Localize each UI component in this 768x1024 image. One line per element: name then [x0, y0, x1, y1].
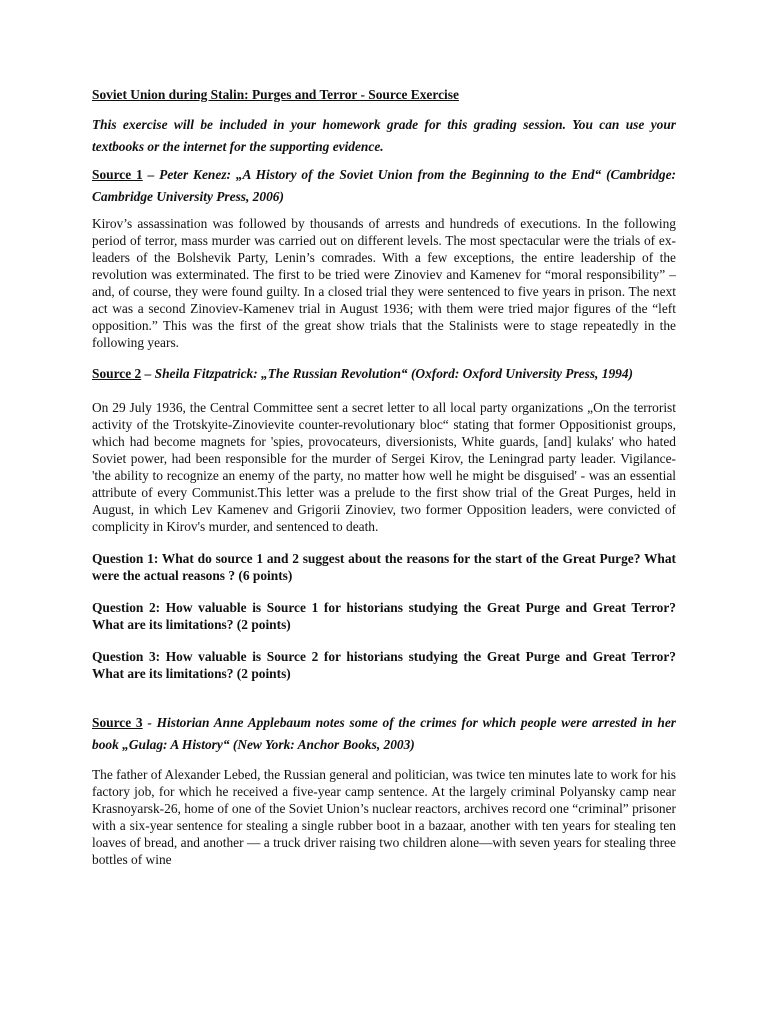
- source-3-heading: [92, 712, 676, 756]
- source-1-heading: [92, 164, 676, 208]
- source-2-citation: – Sheila Fitzpatrick: „The Russian Revolution“ (Oxford: Oxford University Press, 1994): [141, 366, 633, 381]
- source-2-heading: [92, 357, 676, 391]
- source-1-label: Source 1: [92, 167, 143, 182]
- source-3-citation: - Historian Anne Applebaum notes some of the crimes for which people were arrested in her book „Gulag: A History“ (New York: Anchor Books, 2003): [92, 715, 676, 752]
- question-3: Question 3: How valuable is Source 2 for historians studying the Great Purge and Great Terror? What are its limitations? (2 points): [92, 649, 676, 681]
- document-title: Soviet Union during Stalin: Purges and Terror - Source Exercise: [92, 87, 459, 102]
- question-2: Question 2: How valuable is Source 1 for historians studying the Great Purge and Great Terror? What are its limitations? (2 points): [92, 600, 676, 632]
- source-2-label: Source 2: [92, 366, 142, 381]
- source-3-text: The father of Alexander Lebed, the Russian general and politician, was twice ten minutes late to work for his factory job, for which he received a five-year camp sentence. At the largely criminal Polyansky camp near Krasnoyarsk-26, home of one of the Soviet Union’s nuclear reactors, archives record one “criminal” prisoner with a six-year sentence for stealing a single rubber boot in a bazaar, another with ten years for stealing ten loaves of bread, and another — a truck driver raising two children alone—with seven years for stealing three bottles of wine: [92, 767, 676, 867]
- question-1: Question 1: What do source 1 and 2 suggest about the reasons for the start of the Great Purge? What were the actual reasons ? (6 points): [92, 551, 676, 583]
- source-1-text: Kirov’s assassination was followed by thousands of arrests and hundreds of executions. In the following period of terror, mass murder was carried out on different levels. The most spectacular were the trials of ex-leaders of the Bolshevik Party, Lenin’s comrades. With a few exceptions, the entire leadership of the revolution was exterminated. The first to be tried were Zinoviev and Kamenev for “moral responsibility” – and, of course, they were found guilty. In a closed trial they were sentenced to five years in prison. The next act was a second Zinoviev-Kamenev trial in August 1936; with them were tried major figures of the “left opposition.” This was the first of the great show trials that the Stalinists were to stage repeatedly in the following years.: [92, 216, 676, 350]
- source-3-label: Source 3: [92, 715, 143, 730]
- exercise-instructions: This exercise will be included in your homework grade for this grading session. You can use your textbooks or the internet for the supporting evidence.: [92, 117, 676, 154]
- source-2-text: On 29 July 1936, the Central Committee sent a secret letter to all local party organizations „On the terrorist activity of the Trotskyite-Zinovievite counter-revolutionary bloc“ stating that former Oppositionist groups, which had become magnets for 'spies, provocateurs, diversionists, White guards, [and] kulaks' who hated Soviet power, had been responsible for the murder of Sergei Kirov, the Leningrad party leader. Vigilance- 'the ability to recognize an enemy of the party, no matter how well he might be disguised' - was an essential attribute of every Communist.This letter was a prelude to the first show trial of the Great Purges, held in August, in which Lev Kamenev and Grigorii Zinoviev, two former Opposition leaders, were convicted of complicity in Kirov's murder, and sentenced to death.: [92, 400, 676, 534]
- source-1-citation: – Peter Kenez: „A History of the Soviet Union from the Beginning to the End“ (Cambridge: Cambridge University Press, 2006): [92, 167, 676, 204]
